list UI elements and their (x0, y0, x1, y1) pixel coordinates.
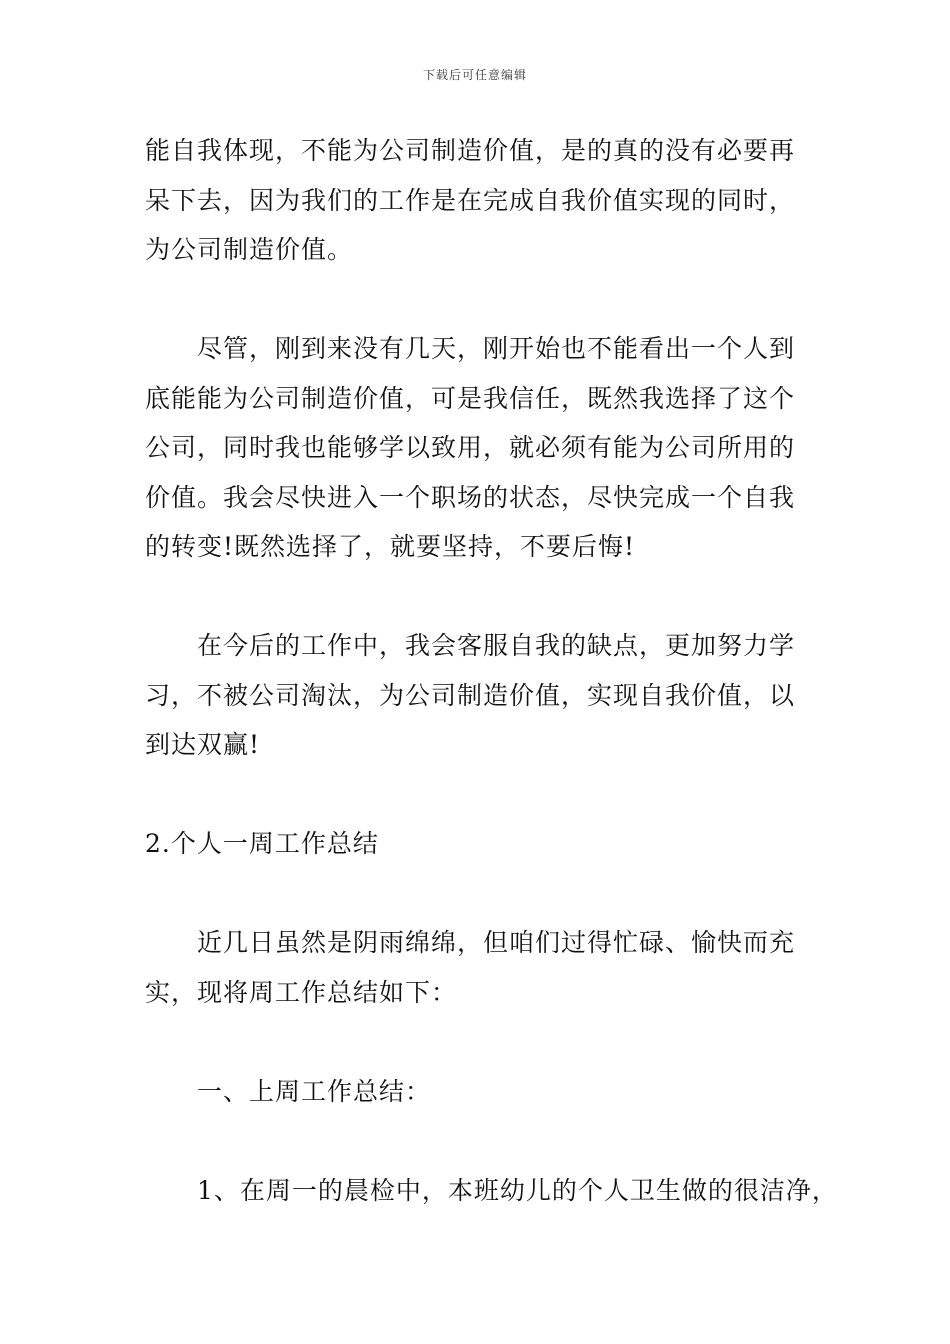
document-body (145, 126, 838, 1215)
paragraph-line: 价值。我会尽快进入一个职场的状态，尽快完成一个自我 (145, 482, 796, 512)
paragraph-line: 实，现将周工作总结如下： (145, 977, 458, 1007)
list-item: 1、在周一的晨检中，本班幼儿的个人卫生做的很洁净， (197, 1175, 838, 1205)
section-heading: 2.个人一周工作总结 (145, 829, 379, 858)
paragraph-gap (145, 275, 825, 325)
paragraph-line: 尽管，刚到来没有几天，刚开始也不能看出一个人到 (197, 334, 796, 363)
paragraph-gap (145, 1017, 825, 1067)
subsection-heading: 一、上周工作总结： (197, 1076, 432, 1106)
paragraph-line: 习，不被公司淘汰，为公司制造价值，实现自我价值，以 (145, 680, 796, 710)
paragraph-line: 的转变!既然选择了，就要坚持，不要后悔! (145, 532, 636, 561)
paragraph-line: 公司，同时我也能够学以致用，就必须有能为公司所用的 (145, 433, 796, 462)
paragraph-line: 近几日虽然是阴雨绵绵，但咱们过得忙碌、愉快而充 (197, 928, 796, 957)
page-header: 下载后可任意编辑 (422, 68, 527, 82)
paragraph-line: 底能能为公司制造价值，可是我信任，既然我选择了这个 (145, 383, 796, 413)
paragraph-gap (145, 869, 825, 919)
paragraph-gap (145, 1116, 825, 1166)
paragraph-gap (145, 770, 825, 820)
paragraph-line: 呆下去，因为我们的工作是在完成自我价值实现的同时， (145, 185, 796, 215)
paragraph-line: 在今后的工作中，我会客服自我的缺点，更加努力学 (197, 631, 796, 660)
paragraph-gap (145, 572, 825, 622)
paragraph-line: 为公司制造价值。 (145, 235, 354, 264)
paragraph-line: 到达双赢! (145, 730, 261, 759)
paragraph-line: 能自我体现，不能为公司制造价值，是的真的没有必要再 (145, 136, 796, 165)
